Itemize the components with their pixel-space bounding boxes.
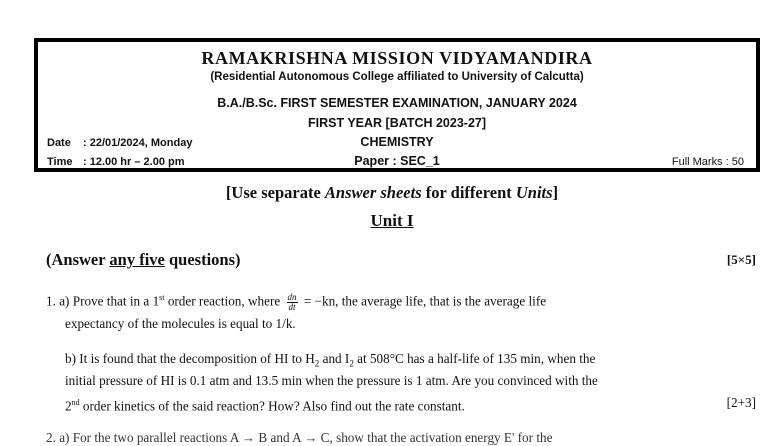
answer-sheet-instruction: [Use separate Answer sheets for different Units] [225, 183, 559, 202]
time-label: Time [47, 156, 73, 168]
date-label: Date [47, 137, 71, 149]
question-2-partial: 2. a) For the two parallel reactions A → B and A → C, show that the activation energy E' for the [46, 430, 553, 445]
paper-code: Paper : SEC_1 [354, 154, 440, 168]
question-1b-line-1: b) It is found that the decomposition of HI to $H_2$ and $I_2$ at 508°C has a half-life of 135 min, when the [65, 351, 596, 369]
date-value: : 22/01/2024, Monday [83, 137, 193, 149]
unit-title: Unit I [370, 211, 414, 230]
subject-name: CHEMISTRY [360, 135, 434, 149]
question-1b-marks: [2+3] [726, 395, 756, 410]
affiliation-line: (Residential Autonomous College affiliated to University of Calcutta) [210, 71, 584, 83]
exam-title: B.A./B.Sc. FIRST SEMESTER EXAMINATION, JANUARY 2024 [217, 96, 577, 110]
institution-name: RAMAKRISHNA MISSION VIDYAMANDIRA [201, 48, 593, 68]
question-1a-line-1: 1. a) Prove that in a 1st order reaction, where $\frac{dn}{dt}$ = −kn, the average life, that is the average life [46, 291, 547, 312]
time-row [47, 156, 185, 168]
date-row [47, 137, 192, 149]
derivative-fraction: $\frac{dn}{dt}$ [287, 291, 297, 312]
question-1b-line-2: initial pressure of HI is 0.1 atm and 13.5 min when the pressure is 1 atm. Are you convinced with the [65, 373, 598, 388]
answer-instruction: (Answer any five questions) [46, 250, 241, 269]
question-1a-line-2: expectancy of the molecules is equal to 1/k. [65, 316, 296, 331]
full-marks: Full Marks : 50 [671, 156, 744, 168]
question-1b-line-3: 2nd order kinetics of the said reaction? How? Also find out the rate constant. [65, 398, 465, 414]
section-marks: [5×5] [726, 252, 756, 267]
exam-header-box [34, 38, 760, 172]
year-batch: FIRST YEAR [BATCH 2023-27] [307, 116, 487, 130]
time-value: : 12.00 hr – 2.00 pm [83, 156, 185, 168]
